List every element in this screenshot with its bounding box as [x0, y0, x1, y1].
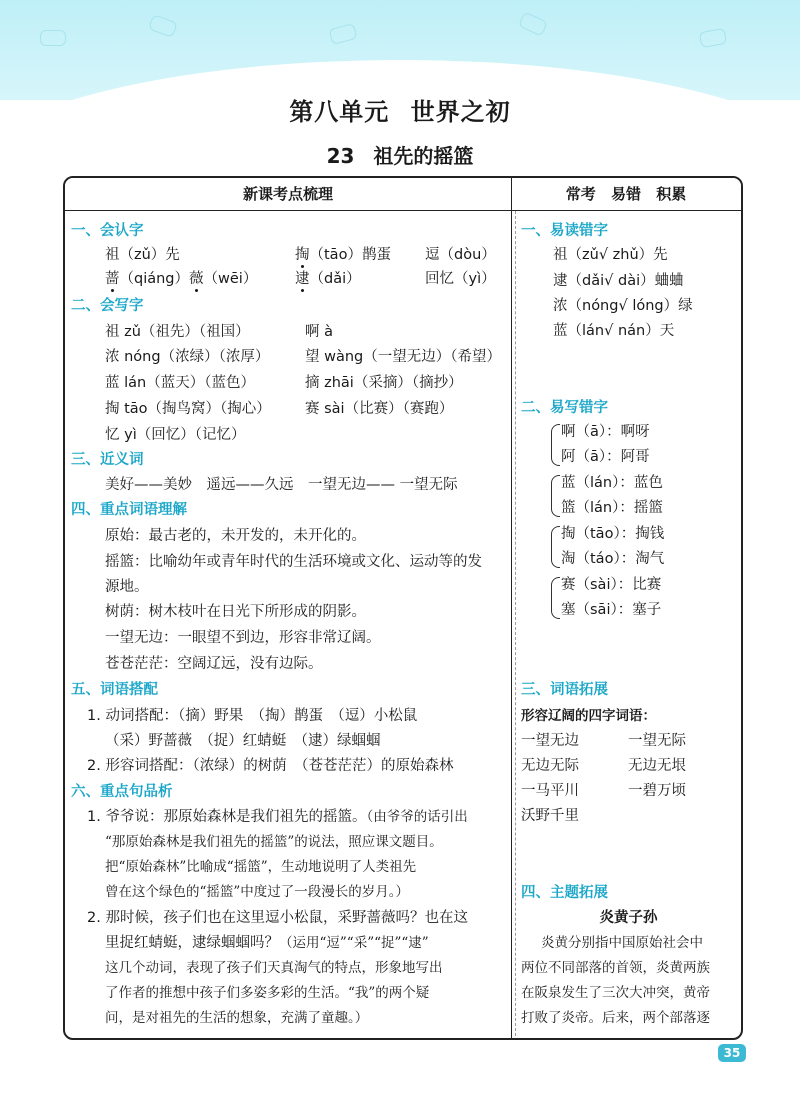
theme-text-line: 炎黄分别指中国原始社会中 — [541, 935, 703, 951]
lesson-name: 祖先的摇篮 — [373, 144, 474, 168]
section-title: 五、词语搭配 — [71, 682, 158, 698]
sentence-note: （由爷爷的话引出 — [366, 809, 468, 825]
vocab-item: 掏（tāo）鹊蛋 — [295, 247, 391, 263]
miswrite-item: 篮（lán）：摇篮 — [561, 500, 663, 516]
section-title: 三、近义词 — [71, 452, 144, 468]
section-title: 一、会认字 — [71, 223, 144, 239]
definition-line: 树荫：树木枝叶在日光下所形成的阴影。 — [105, 604, 366, 620]
right-header-word: 积累 — [656, 185, 687, 203]
write-item: 蓝 lán（蓝天）（蓝色） — [105, 375, 255, 391]
check-icon: √ — [598, 247, 609, 263]
section-title: 四、重点词语理解 — [71, 502, 187, 518]
brace-icon — [551, 577, 560, 619]
page-number: 35 — [718, 1044, 746, 1062]
theme-text-line: 在阪泉发生了三次大冲突，黄帝 — [521, 985, 710, 1001]
section-title: 六、重点句品析 — [71, 784, 173, 800]
sentence-note: 曾在这个绿色的“摇篮”中度过了一段漫长的岁月。） — [105, 884, 410, 900]
write-item: 忆 yì（回忆）（记忆） — [105, 427, 246, 443]
misread-item: 祖（zǔ√ zhǔ）先 — [553, 247, 668, 263]
idiom-item: 无边无垠 — [628, 758, 686, 774]
miswrite-item: 塞（sāi）：塞子 — [561, 602, 662, 618]
write-item: 浓 nóng（浓绿）（浓厚） — [105, 349, 270, 365]
right-header-word: 常考 — [565, 185, 596, 203]
theme-heading: 炎黄子孙 — [599, 910, 658, 926]
definition-line: 苍苍茫茫：空阔辽远，没有边际。 — [105, 656, 323, 672]
check-icon: √ — [604, 323, 614, 339]
sentence-note: 问，是对祖先的生活的想象，充满了童趣。） — [105, 1010, 369, 1026]
sentence-analysis — [87, 806, 468, 828]
section-title: 二、易写错字 — [521, 400, 608, 416]
idiom-item: 无边无际 — [521, 758, 579, 774]
vocab-item: 逮（dǎi） — [295, 271, 361, 287]
section-title: 一、易读错字 — [521, 223, 608, 239]
idiom-item: 一望无边 — [521, 733, 579, 749]
idiom-item: 沃野千里 — [521, 808, 579, 824]
definition-line: 一望无边：一眼望不到边，形容非常辽阔。 — [105, 630, 381, 646]
vocab-item: 回忆（yì） — [425, 271, 496, 287]
definition-line: 源地。 — [105, 579, 149, 595]
miswrite-item: 啊（ā）：啊呀 — [561, 424, 650, 440]
check-icon: √ — [604, 273, 614, 289]
brace-icon — [551, 475, 560, 517]
sentence-note: 把“原始森林”比喻成“摇篮”，生动地说明了人类祖先 — [105, 859, 417, 875]
theme-text-line: 两位不同部落的首领，炎黄两族 — [521, 960, 710, 976]
key-sentence: 2. 那时候，孩子们也在这里逗小松鼠，采野蔷薇吗？也在这 — [87, 910, 468, 926]
write-item: 摘 zhāi（采摘）（摘抄） — [305, 375, 463, 391]
theme-text-line: 打败了炎帝。后来，两个部落逐 — [521, 1010, 710, 1026]
idiom-item: 一马平川 — [521, 783, 579, 799]
right-column-header — [511, 178, 741, 211]
miswrite-item: 淘（táo）：淘气 — [561, 551, 665, 567]
sentence-note: 了作者的推想中孩子们多姿多彩的生活。“我”的两个疑 — [105, 985, 430, 1001]
vocab-item: 逗（dòu） — [425, 247, 496, 263]
sentence-analysis — [105, 932, 429, 954]
content-panel — [63, 176, 743, 1040]
column-divider — [511, 178, 512, 1038]
misread-item: 蓝（lán√ nán）天 — [553, 323, 675, 339]
check-icon: √ — [618, 298, 628, 314]
write-item: 祖 zǔ（祖先）（祖国） — [105, 324, 250, 340]
collocation-line: （采）野蔷薇 （捉）红蜻蜓 （逮）绿蝈蝈 — [105, 733, 381, 749]
lesson-title — [0, 140, 800, 169]
miswrite-item: 蓝（lán）：蓝色 — [561, 475, 663, 491]
section-title: 二、会写字 — [71, 298, 144, 314]
synonym-line: 美好——美妙 遥远——久远 一望无边—— 一望无际 — [105, 477, 458, 493]
sentence-note: “那原始森林是我们祖先的摇篮”的说法，照应课文题目。 — [105, 834, 443, 850]
unit-title — [0, 92, 800, 127]
definition-line: 摇篮：比喻幼年或青年时代的生活环境或文化、运动等的发 — [105, 554, 482, 570]
miswrite-item: 阿（ā）：阿哥 — [561, 449, 650, 465]
unit-label: 第八单元 — [289, 98, 390, 126]
brace-icon — [551, 526, 560, 568]
expansion-heading: 形容辽阔的四字词语： — [521, 708, 656, 724]
key-sentence: 里捉红蜻蜓，逮绿蝈蝈吗？ — [105, 935, 279, 951]
sentence-note: （运用“逗”“采”“捉”“逮” — [279, 935, 429, 951]
brace-icon — [551, 424, 560, 466]
right-header-word: 易错 — [610, 185, 641, 203]
miswrite-item: 赛（sài）：比赛 — [561, 577, 662, 593]
write-item: 啊 à — [305, 324, 333, 340]
write-item: 掏 tāo（掏鸟窝）（掏心） — [105, 401, 271, 417]
write-item: 赛 sài（比赛）（赛跑） — [305, 401, 454, 417]
misread-item: 浓（nóng√ lóng）绿 — [553, 298, 693, 314]
unit-name: 世界之初 — [410, 98, 511, 126]
collocation-line: 1. 动词搭配：（摘）野果 （掏）鹊蛋 （逗）小松鼠 — [87, 708, 418, 724]
lesson-number: 23 — [326, 144, 355, 168]
left-column-header: 新课考点梳理 — [65, 178, 511, 211]
vocab-item: 蔷（qiáng）薇（wēi） — [105, 271, 258, 287]
vocab-item: 祖（zǔ）先 — [105, 247, 180, 263]
definition-line: 原始：最古老的，未开发的，未开化的。 — [105, 528, 366, 544]
section-title: 三、词语拓展 — [521, 682, 608, 698]
sentence-note: 这几个动词，表现了孩子们天真淘气的特点，形象地写出 — [105, 960, 443, 976]
doodle-icon — [40, 30, 66, 46]
miswrite-item: 掏（tāo）：掏钱 — [561, 526, 665, 542]
section-title: 四、主题拓展 — [521, 885, 608, 901]
idiom-item: 一望无际 — [628, 733, 686, 749]
idiom-item: 一碧万顷 — [628, 783, 686, 799]
write-item: 望 wàng（一望无边）（希望） — [305, 349, 501, 365]
misread-item: 逮（dǎi√ dài）蛐蛐 — [553, 273, 684, 289]
key-sentence: 1. 爷爷说：那原始森林是我们祖先的摇篮。 — [87, 809, 367, 825]
collocation-line: 2. 形容词搭配：（浓绿）的树荫 （苍苍茫茫）的原始森林 — [87, 758, 454, 774]
